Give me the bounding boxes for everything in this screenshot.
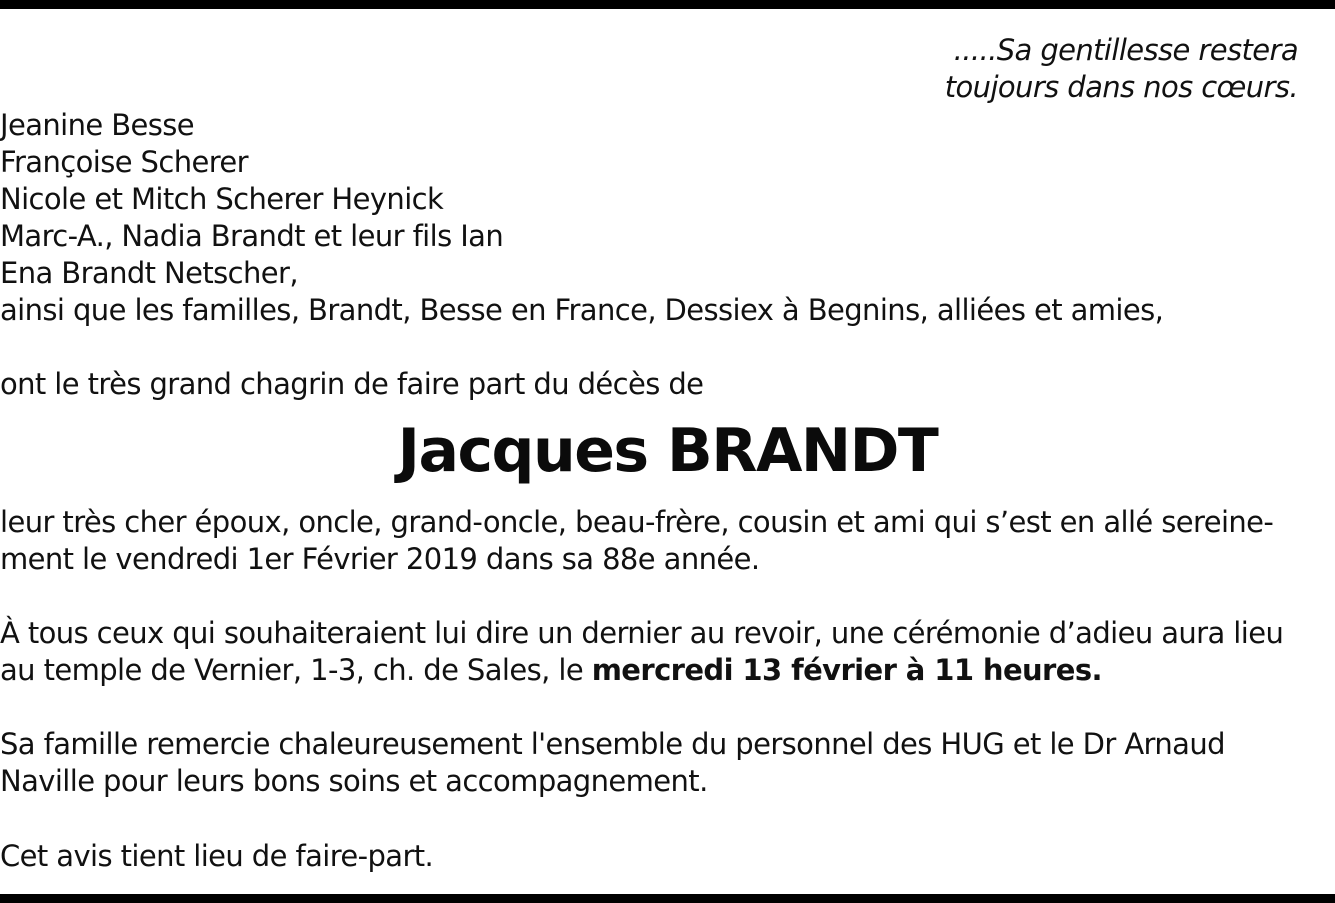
deceased-name: Jacques BRANDT <box>397 416 938 486</box>
epigraph-line-1: .....Sa gentillesse restera <box>953 33 1298 67</box>
mourner-line: ainsi que les familles, Brandt, Besse en France, Dessiex à Begnins, alliées et amies, <box>0 293 1164 327</box>
bottom-border-rule <box>0 894 1335 903</box>
relation-line-2: ment le vendredi 1er Février 2019 dans sa 88e année. <box>0 542 760 576</box>
announcement-text: ont le très grand chagrin de faire part du décès de <box>0 367 704 401</box>
closing-note: Cet avis tient lieu de faire-part. <box>0 839 434 873</box>
thanks-line-1: Sa famille remercie chaleureusement l'ensemble du personnel des HUG et le Dr Arnaud <box>0 727 1225 761</box>
mourner-line: Nicole et Mitch Scherer Heynick <box>0 182 444 216</box>
epigraph <box>945 32 1298 106</box>
mourner-line: Françoise Scherer <box>0 145 248 179</box>
ceremony-line-1: À tous ceux qui souhaiteraient lui dire un dernier au revoir, une cérémonie d’adieu aura lieu <box>0 616 1284 650</box>
relation-line-1: leur très cher époux, oncle, grand-oncle, beau-frère, cousin et ami qui s’est en allé sereine- <box>0 505 1274 539</box>
relation-paragraph <box>0 504 1273 578</box>
ceremony-line-2 <box>0 652 1283 689</box>
epigraph-line-2: toujours dans nos cœurs. <box>944 70 1298 104</box>
mourner-line: Ena Brandt Netscher, <box>0 256 298 290</box>
top-border-rule <box>0 0 1335 9</box>
thanks-line-2: Naville pour leurs bons soins et accompagnement. <box>0 764 708 798</box>
mourner-line: Jeanine Besse <box>0 108 195 142</box>
thanks-paragraph <box>0 726 1225 800</box>
ceremony-location: au temple de Vernier, 1-3, ch. de Sales, le <box>0 653 592 687</box>
ceremony-date-time: mercredi 13 février à 11 heures. <box>591 653 1102 687</box>
mourner-line: Marc-A., Nadia Brandt et leur fils Ian <box>0 219 504 253</box>
ceremony-paragraph <box>0 615 1283 689</box>
mourners-list <box>0 107 1163 329</box>
